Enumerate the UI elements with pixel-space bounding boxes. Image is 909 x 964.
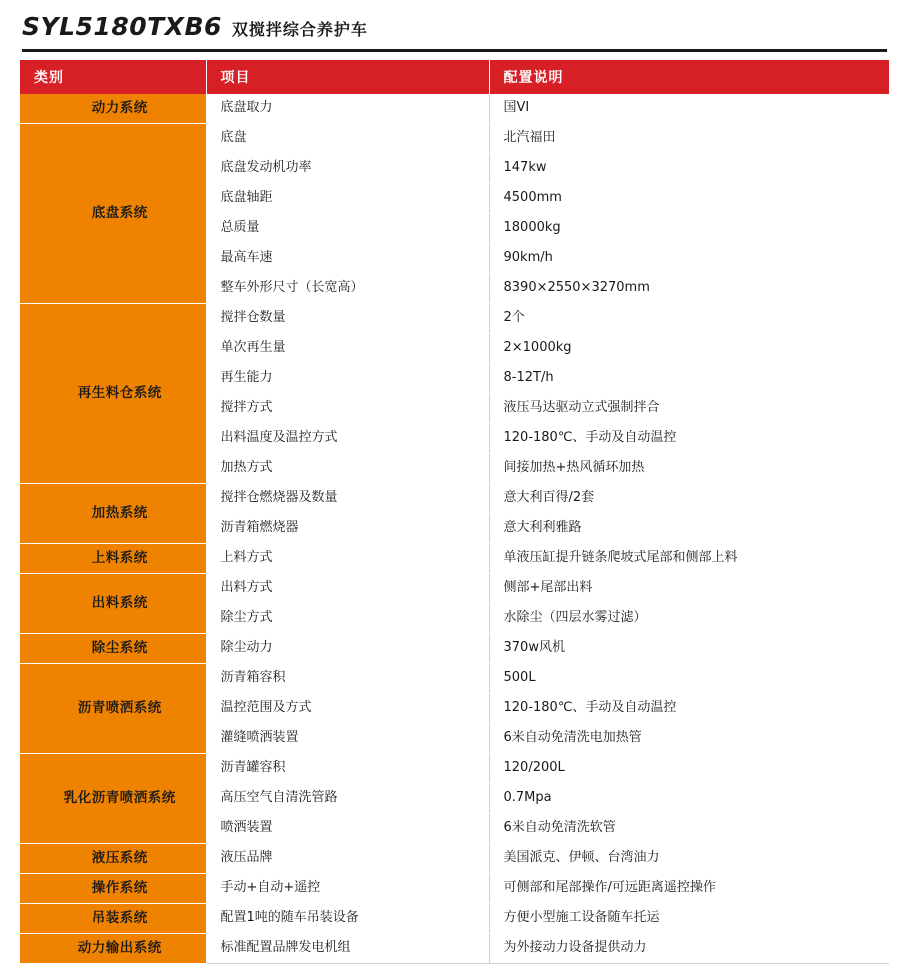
- description-cell: 120-180℃、手动及自动温控: [489, 694, 889, 724]
- item-cell: 标准配置品牌发电机组: [206, 934, 489, 964]
- table-row: [20, 634, 889, 664]
- item-cell: 整车外形尺寸（长宽高）: [206, 274, 489, 304]
- description-cell: 8390×2550×3270mm: [489, 274, 889, 304]
- category-cell: 再生料仓系统: [20, 304, 206, 484]
- table-row: [20, 844, 889, 874]
- table-row: [20, 934, 889, 964]
- description-cell: 0.7Mpa: [489, 784, 889, 814]
- item-cell: 高压空气自清洗管路: [206, 784, 489, 814]
- description-cell: 意大利百得/2套: [489, 484, 889, 514]
- item-cell: 喷洒装置: [206, 814, 489, 844]
- category-cell: 上料系统: [20, 544, 206, 574]
- description-cell: 4500mm: [489, 184, 889, 214]
- item-cell: 沥青箱燃烧器: [206, 514, 489, 544]
- item-cell: 灌缝喷洒装置: [206, 724, 489, 754]
- description-cell: 间接加热+热风循环加热: [489, 454, 889, 484]
- item-cell: 除尘方式: [206, 604, 489, 634]
- category-cell: 吊装系统: [20, 904, 206, 934]
- description-cell: 6米自动免清洗电加热管: [489, 724, 889, 754]
- description-cell: 国VI: [489, 94, 889, 124]
- table-row: [20, 304, 889, 334]
- category-cell: 动力输出系统: [20, 934, 206, 964]
- description-cell: 8-12T/h: [489, 364, 889, 394]
- description-cell: 单液压缸提升链条爬坡式尾部和侧部上料: [489, 544, 889, 574]
- description-cell: 147kw: [489, 154, 889, 184]
- item-cell: 出料方式: [206, 574, 489, 604]
- category-cell: 动力系统: [20, 94, 206, 124]
- product-name: 双搅拌综合养护车: [231, 20, 368, 39]
- column-header-item: 项目: [206, 60, 489, 94]
- document-title: [0, 0, 909, 49]
- table-row: [20, 904, 889, 934]
- product-model: SYL5180TXB6: [22, 12, 222, 41]
- description-cell: 120-180℃、手动及自动温控: [489, 424, 889, 454]
- item-cell: 上料方式: [206, 544, 489, 574]
- item-cell: 液压品牌: [206, 844, 489, 874]
- category-cell: 操作系统: [20, 874, 206, 904]
- description-cell: 为外接动力设备提供动力: [489, 934, 889, 964]
- item-cell: 底盘: [206, 124, 489, 154]
- item-cell: 出料温度及温控方式: [206, 424, 489, 454]
- category-cell: 乳化沥青喷洒系统: [20, 754, 206, 844]
- description-cell: 侧部+尾部出料: [489, 574, 889, 604]
- item-cell: 加热方式: [206, 454, 489, 484]
- description-cell: 液压马达驱动立式强制拌合: [489, 394, 889, 424]
- description-cell: 2个: [489, 304, 889, 334]
- table-row: [20, 874, 889, 904]
- description-cell: 方便小型施工设备随车托运: [489, 904, 889, 934]
- table-row: [20, 544, 889, 574]
- description-cell: 370w风机: [489, 634, 889, 664]
- description-cell: 90km/h: [489, 244, 889, 274]
- item-cell: 沥青箱容积: [206, 664, 489, 694]
- item-cell: 除尘动力: [206, 634, 489, 664]
- item-cell: 单次再生量: [206, 334, 489, 364]
- table-row: [20, 574, 889, 604]
- item-cell: 手动+自动+遥控: [206, 874, 489, 904]
- item-cell: 底盘发动机功率: [206, 154, 489, 184]
- table-header: [20, 60, 889, 94]
- description-cell: 2×1000kg: [489, 334, 889, 364]
- table-row: [20, 484, 889, 514]
- item-cell: 总质量: [206, 214, 489, 244]
- table-header-row: [20, 60, 889, 94]
- description-cell: 北汽福田: [489, 124, 889, 154]
- column-header-category: 类别: [20, 60, 206, 94]
- title-divider: [22, 49, 887, 52]
- category-cell: 沥青喷洒系统: [20, 664, 206, 754]
- description-cell: 美国派克、伊顿、台湾油力: [489, 844, 889, 874]
- category-cell: 除尘系统: [20, 634, 206, 664]
- table-row: [20, 754, 889, 784]
- item-cell: 沥青罐容积: [206, 754, 489, 784]
- category-cell: 加热系统: [20, 484, 206, 544]
- description-cell: 120/200L: [489, 754, 889, 784]
- item-cell: 底盘轴距: [206, 184, 489, 214]
- table-row: [20, 94, 889, 124]
- category-cell: 出料系统: [20, 574, 206, 634]
- description-cell: 6米自动免清洗软管: [489, 814, 889, 844]
- table-row: [20, 124, 889, 154]
- description-cell: 18000kg: [489, 214, 889, 244]
- column-header-description: 配置说明: [489, 60, 889, 94]
- item-cell: 配置1吨的随车吊装设备: [206, 904, 489, 934]
- category-cell: 液压系统: [20, 844, 206, 874]
- description-cell: 可侧部和尾部操作/可远距离遥控操作: [489, 874, 889, 904]
- item-cell: 温控范围及方式: [206, 694, 489, 724]
- category-cell: 底盘系统: [20, 124, 206, 304]
- item-cell: 最高车速: [206, 244, 489, 274]
- item-cell: 搅拌方式: [206, 394, 489, 424]
- description-cell: 水除尘（四层水雾过滤）: [489, 604, 889, 634]
- specification-table: [20, 60, 889, 964]
- item-cell: 底盘取力: [206, 94, 489, 124]
- item-cell: 搅拌仓燃烧器及数量: [206, 484, 489, 514]
- table-row: [20, 664, 889, 694]
- table-body: [20, 94, 889, 964]
- item-cell: 搅拌仓数量: [206, 304, 489, 334]
- description-cell: 500L: [489, 664, 889, 694]
- item-cell: 再生能力: [206, 364, 489, 394]
- description-cell: 意大利利雅路: [489, 514, 889, 544]
